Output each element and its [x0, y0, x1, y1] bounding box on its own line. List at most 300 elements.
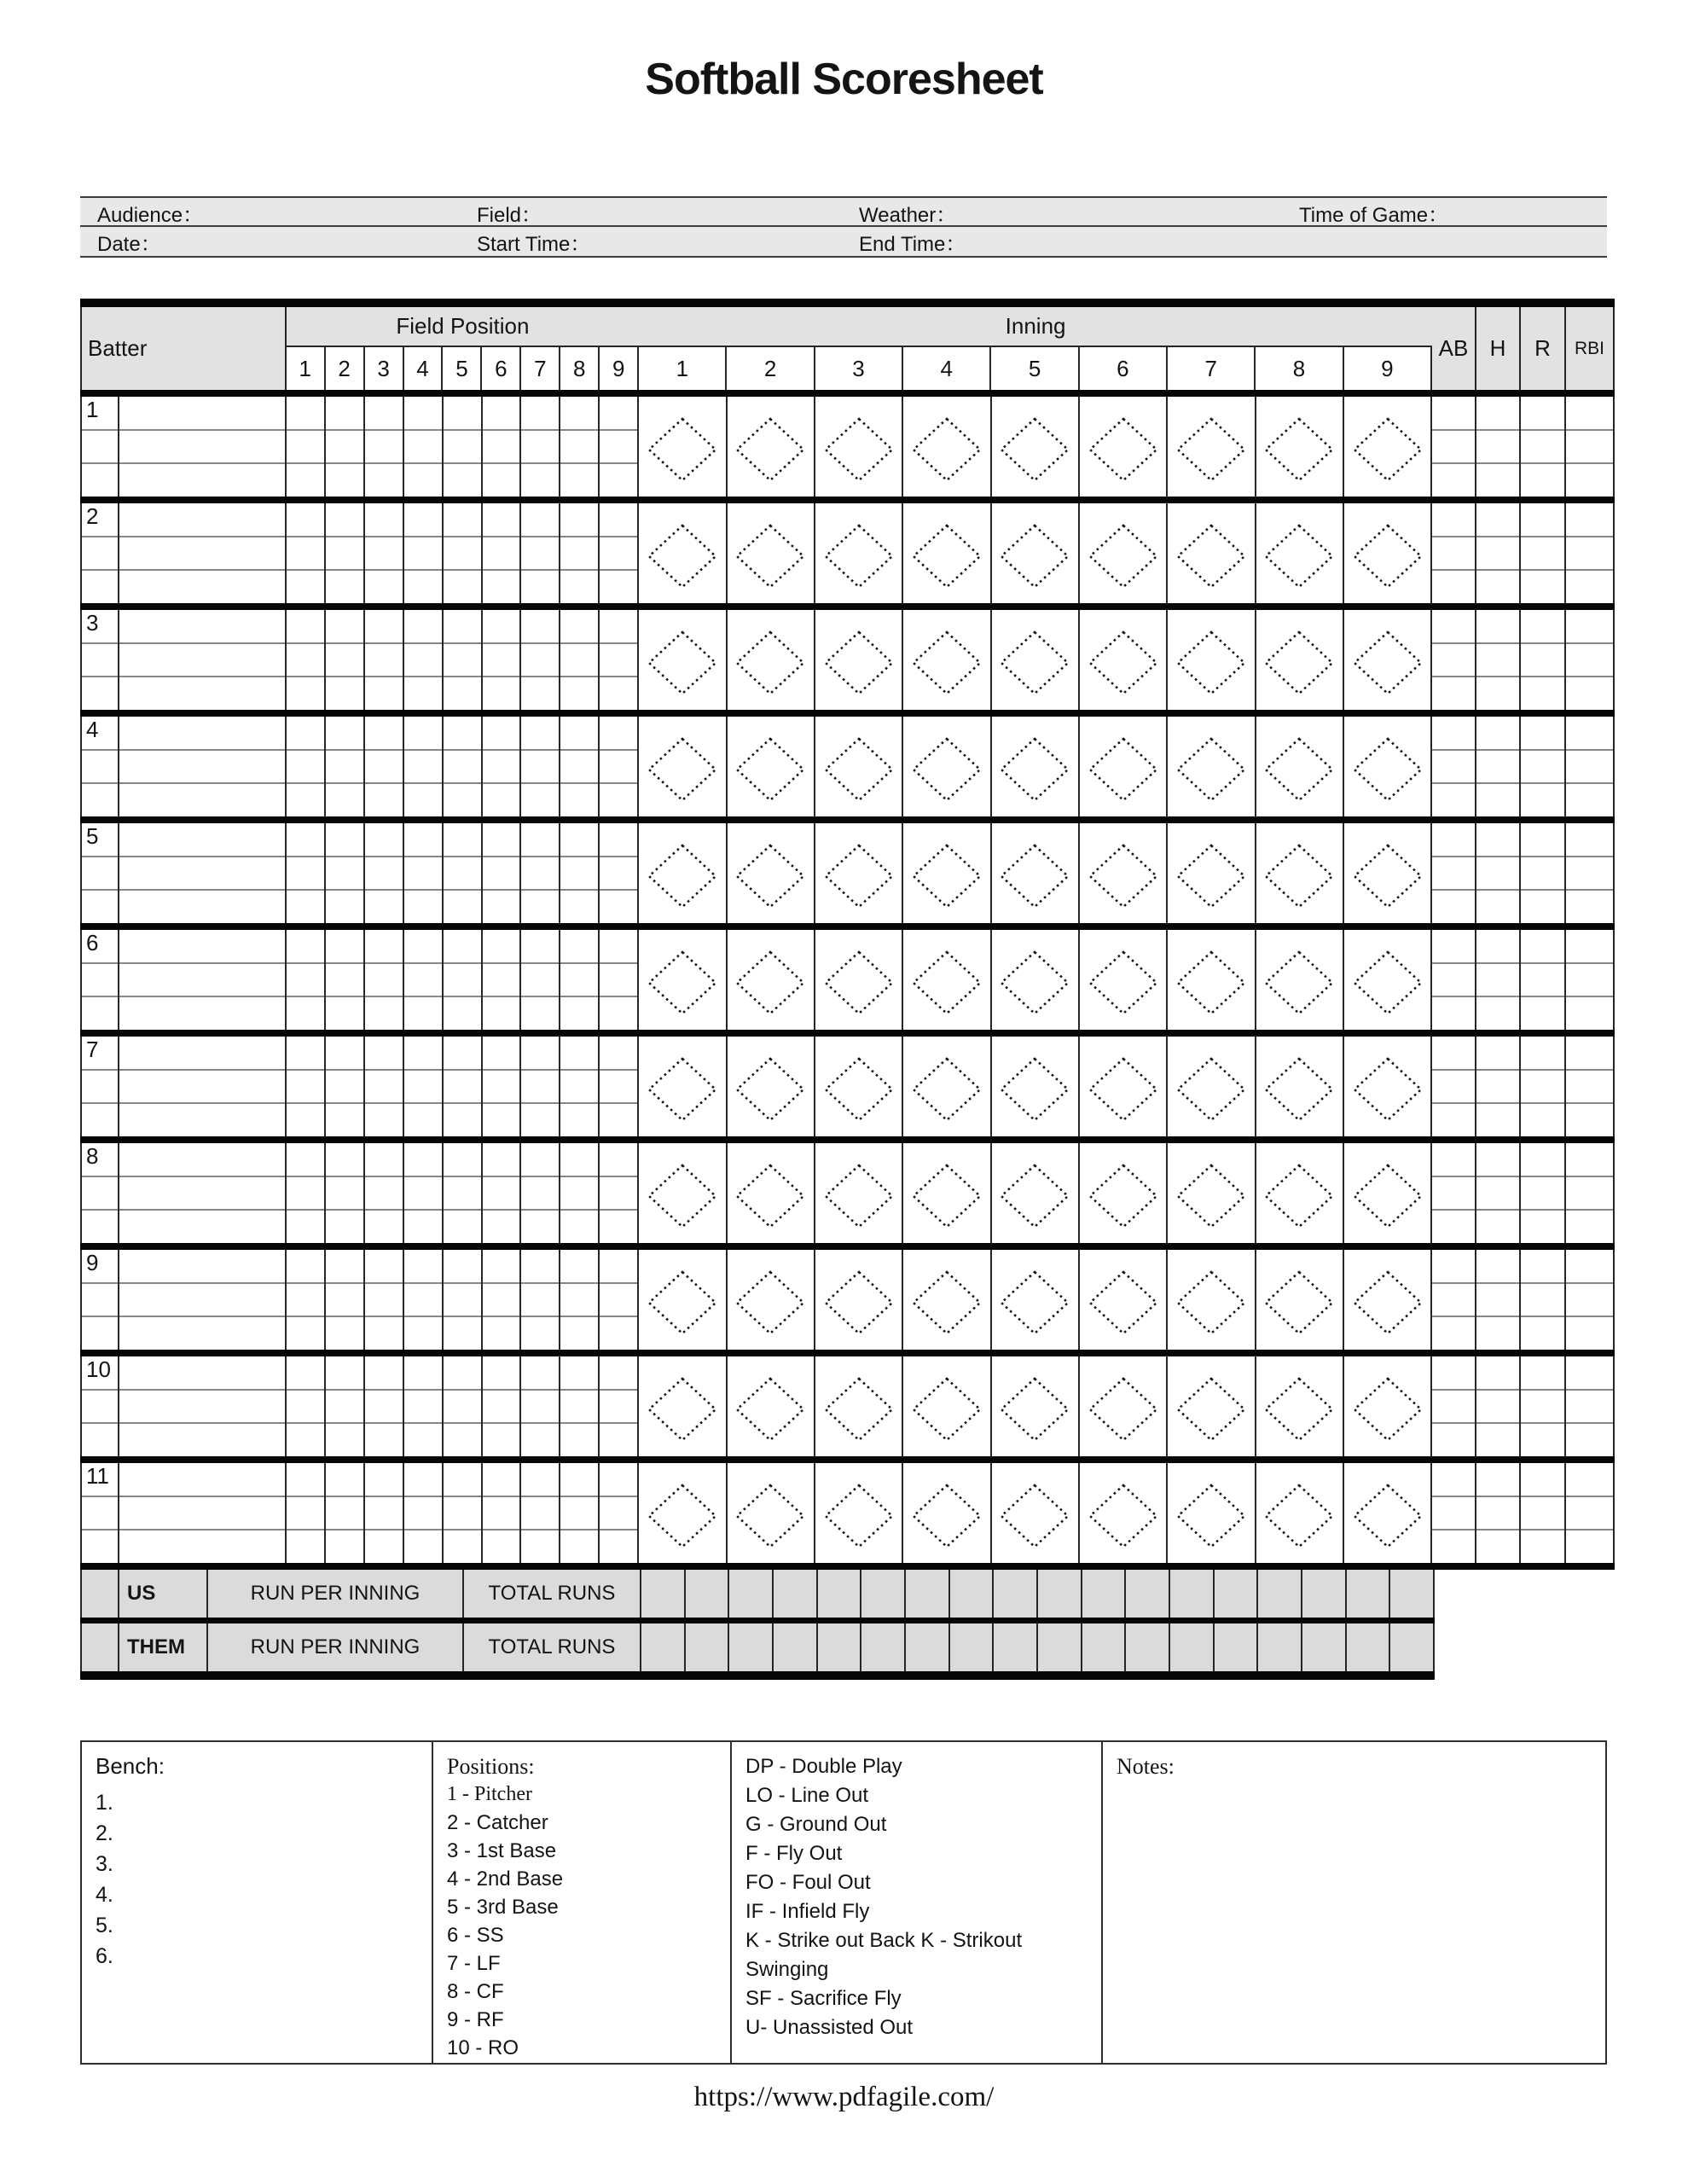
inning-cell-row10-inning9[interactable]	[1344, 1356, 1432, 1456]
stat-cell-ab[interactable]	[1432, 782, 1475, 816]
field-position-cell[interactable]	[326, 856, 363, 890]
field-position-cell[interactable]	[287, 642, 324, 677]
field-position-cell[interactable]	[521, 1282, 559, 1316]
field-position-cell[interactable]	[600, 536, 637, 570]
batter-name-cell[interactable]	[119, 1069, 285, 1103]
stat-cell-h[interactable]	[1476, 610, 1519, 642]
field-position-cell[interactable]	[483, 676, 520, 710]
inning-cell-row7-inning7[interactable]	[1168, 1037, 1256, 1136]
inning-cell-row7-inning9[interactable]	[1344, 1037, 1432, 1136]
field-position-cell[interactable]	[365, 1143, 403, 1176]
field-position-cell[interactable]	[365, 1529, 403, 1563]
stat-cell-rbi[interactable]	[1566, 1176, 1613, 1210]
field-position-cell[interactable]	[365, 642, 403, 677]
run-cell-them[interactable]	[729, 1623, 774, 1671]
field-position-cell[interactable]	[560, 1102, 598, 1136]
field-position-cell[interactable]	[287, 1250, 324, 1282]
stat-cell-r[interactable]	[1521, 889, 1564, 923]
stat-cell-r[interactable]	[1521, 962, 1564, 996]
field-position-cell[interactable]	[444, 856, 481, 890]
field-position-cell[interactable]	[521, 1037, 559, 1069]
field-position-cell[interactable]	[560, 1356, 598, 1389]
run-cell-us[interactable]	[1038, 1570, 1082, 1618]
inning-cell-row6-inning6[interactable]	[1080, 930, 1168, 1030]
stat-cell-r[interactable]	[1521, 996, 1564, 1030]
field-position-cell[interactable]	[287, 1143, 324, 1176]
field-position-cell[interactable]	[483, 1069, 520, 1103]
field-position-cell[interactable]	[600, 1209, 637, 1243]
inning-cell-row5-inning7[interactable]	[1168, 823, 1256, 923]
field-position-cell[interactable]	[404, 889, 442, 923]
stat-cell-r[interactable]	[1521, 1463, 1564, 1496]
stat-cell-rbi[interactable]	[1566, 749, 1613, 783]
field-position-cell[interactable]	[521, 397, 559, 429]
inning-cell-row4-inning9[interactable]	[1344, 717, 1432, 816]
field-position-cell[interactable]	[444, 1209, 481, 1243]
stat-cell-r[interactable]	[1521, 642, 1564, 677]
field-position-cell[interactable]	[326, 536, 363, 570]
run-cell-us[interactable]	[950, 1570, 995, 1618]
inning-cell-row6-inning7[interactable]	[1168, 930, 1256, 1030]
field-position-cell[interactable]	[600, 503, 637, 536]
stat-cell-h[interactable]	[1476, 1209, 1519, 1243]
batter-name-cell[interactable]	[119, 1143, 285, 1176]
field-position-cell[interactable]	[287, 1037, 324, 1069]
field-position-cell[interactable]	[326, 823, 363, 856]
stat-cell-h[interactable]	[1476, 1143, 1519, 1176]
run-cell-us[interactable]	[1082, 1570, 1127, 1618]
field-position-cell[interactable]	[365, 1316, 403, 1350]
inning-cell-row11-inning2[interactable]	[728, 1463, 815, 1563]
field-position-cell[interactable]	[287, 503, 324, 536]
inning-cell-row11-inning5[interactable]	[992, 1463, 1080, 1563]
stat-cell-ab[interactable]	[1432, 503, 1475, 536]
inning-cell-row5-inning4[interactable]	[903, 823, 991, 923]
batter-name-cell[interactable]	[119, 782, 285, 816]
inning-cell-row9-inning3[interactable]	[815, 1250, 903, 1350]
field-position-cell[interactable]	[483, 717, 520, 749]
field-position-cell[interactable]	[287, 1463, 324, 1496]
stat-cell-ab[interactable]	[1432, 996, 1475, 1030]
inning-cell-row9-inning6[interactable]	[1080, 1250, 1168, 1350]
field-position-cell[interactable]	[365, 962, 403, 996]
field-position-cell[interactable]	[444, 429, 481, 463]
field-position-cell[interactable]	[600, 429, 637, 463]
field-position-cell[interactable]	[521, 610, 559, 642]
field-position-cell[interactable]	[560, 462, 598, 497]
inning-cell-row2-inning2[interactable]	[728, 503, 815, 603]
stat-cell-r[interactable]	[1521, 782, 1564, 816]
stat-cell-ab[interactable]	[1432, 889, 1475, 923]
field-position-cell[interactable]	[326, 1209, 363, 1243]
run-cell-us[interactable]	[641, 1570, 686, 1618]
stat-cell-h[interactable]	[1476, 1496, 1519, 1530]
batter-name-cell[interactable]	[119, 1389, 285, 1423]
field-position-cell[interactable]	[560, 503, 598, 536]
field-position-cell[interactable]	[444, 676, 481, 710]
stat-cell-h[interactable]	[1476, 569, 1519, 603]
field-position-cell[interactable]	[483, 1463, 520, 1496]
field-position-cell[interactable]	[521, 1496, 559, 1530]
batter-name-cell[interactable]	[119, 1282, 285, 1316]
field-position-cell[interactable]	[326, 930, 363, 962]
inning-cell-row11-inning8[interactable]	[1256, 1463, 1344, 1563]
inning-cell-row11-inning7[interactable]	[1168, 1463, 1256, 1563]
stat-cell-r[interactable]	[1521, 503, 1564, 536]
run-cell-them[interactable]	[1390, 1623, 1435, 1671]
field-position-cell[interactable]	[287, 1496, 324, 1530]
stat-cell-h[interactable]	[1476, 782, 1519, 816]
run-cell-us[interactable]	[861, 1570, 906, 1618]
field-position-cell[interactable]	[560, 1143, 598, 1176]
stat-cell-rbi[interactable]	[1566, 1102, 1613, 1136]
field-position-cell[interactable]	[521, 676, 559, 710]
stat-cell-r[interactable]	[1521, 749, 1564, 783]
inning-cell-row3-inning8[interactable]	[1256, 610, 1344, 710]
inning-cell-row5-inning8[interactable]	[1256, 823, 1344, 923]
field-position-cell[interactable]	[483, 1356, 520, 1389]
inning-cell-row2-inning9[interactable]	[1344, 503, 1432, 603]
field-position-cell[interactable]	[404, 1529, 442, 1563]
inning-cell-row10-inning7[interactable]	[1168, 1356, 1256, 1456]
inning-cell-row5-inning2[interactable]	[728, 823, 815, 923]
field-position-cell[interactable]	[521, 1463, 559, 1496]
field-position-cell[interactable]	[326, 1389, 363, 1423]
stat-cell-r[interactable]	[1521, 1529, 1564, 1563]
inning-cell-row6-inning4[interactable]	[903, 930, 991, 1030]
field-position-cell[interactable]	[521, 996, 559, 1030]
inning-cell-row7-inning8[interactable]	[1256, 1037, 1344, 1136]
field-position-cell[interactable]	[444, 930, 481, 962]
stat-cell-h[interactable]	[1476, 503, 1519, 536]
stat-cell-rbi[interactable]	[1566, 823, 1613, 856]
field-position-cell[interactable]	[444, 889, 481, 923]
field-position-cell[interactable]	[326, 1356, 363, 1389]
field-position-cell[interactable]	[521, 1316, 559, 1350]
field-position-cell[interactable]	[483, 782, 520, 816]
stat-cell-h[interactable]	[1476, 429, 1519, 463]
stat-cell-ab[interactable]	[1432, 1037, 1475, 1069]
field-position-cell[interactable]	[326, 1037, 363, 1069]
field-position-cell[interactable]	[600, 1422, 637, 1456]
batter-name-cell[interactable]	[119, 536, 285, 570]
inning-cell-row8-inning3[interactable]	[815, 1143, 903, 1243]
field-position-cell[interactable]	[600, 676, 637, 710]
inning-cell-row6-inning5[interactable]	[992, 930, 1080, 1030]
field-position-cell[interactable]	[287, 996, 324, 1030]
inning-cell-row9-inning7[interactable]	[1168, 1250, 1256, 1350]
run-cell-them[interactable]	[1082, 1623, 1127, 1671]
field-position-cell[interactable]	[483, 996, 520, 1030]
field-position-cell[interactable]	[404, 642, 442, 677]
stat-cell-r[interactable]	[1521, 1037, 1564, 1069]
field-position-cell[interactable]	[560, 569, 598, 603]
field-position-cell[interactable]	[404, 676, 442, 710]
stat-cell-h[interactable]	[1476, 1529, 1519, 1563]
stat-cell-rbi[interactable]	[1566, 1282, 1613, 1316]
inning-cell-row1-inning9[interactable]	[1344, 397, 1432, 497]
inning-cell-row6-inning2[interactable]	[728, 930, 815, 1030]
field-position-cell[interactable]	[483, 1176, 520, 1210]
field-position-cell[interactable]	[326, 996, 363, 1030]
field-position-cell[interactable]	[365, 717, 403, 749]
batter-name-cell[interactable]	[119, 503, 285, 536]
stat-cell-h[interactable]	[1476, 749, 1519, 783]
inning-cell-row8-inning1[interactable]	[639, 1143, 727, 1243]
field-position-cell[interactable]	[560, 782, 598, 816]
field-position-cell[interactable]	[365, 397, 403, 429]
bench-line-5[interactable]: 5.	[96, 1914, 113, 1937]
field-position-cell[interactable]	[404, 1143, 442, 1176]
inning-cell-row4-inning3[interactable]	[815, 717, 903, 816]
field-position-cell[interactable]	[326, 462, 363, 497]
field-position-cell[interactable]	[404, 1069, 442, 1103]
inning-cell-row7-inning3[interactable]	[815, 1037, 903, 1136]
stat-cell-ab[interactable]	[1432, 1282, 1475, 1316]
field-position-cell[interactable]	[560, 1037, 598, 1069]
batter-name-cell[interactable]	[119, 610, 285, 642]
notes-area[interactable]	[1117, 1780, 1605, 2063]
run-cell-them[interactable]	[950, 1623, 995, 1671]
stat-cell-ab[interactable]	[1432, 429, 1475, 463]
field-position-cell[interactable]	[365, 1496, 403, 1530]
inning-cell-row8-inning7[interactable]	[1168, 1143, 1256, 1243]
field-position-cell[interactable]	[521, 856, 559, 890]
field-position-cell[interactable]	[444, 823, 481, 856]
stat-cell-ab[interactable]	[1432, 1529, 1475, 1563]
stat-cell-ab[interactable]	[1432, 1069, 1475, 1103]
batter-name-cell[interactable]	[119, 1463, 285, 1496]
run-cell-them[interactable]	[1038, 1623, 1082, 1671]
stat-cell-r[interactable]	[1521, 1069, 1564, 1103]
stat-cell-ab[interactable]	[1432, 397, 1475, 429]
field-position-cell[interactable]	[326, 782, 363, 816]
field-position-cell[interactable]	[365, 1250, 403, 1282]
field-position-cell[interactable]	[404, 569, 442, 603]
field-position-cell[interactable]	[287, 569, 324, 603]
inning-cell-row1-inning6[interactable]	[1080, 397, 1168, 497]
stat-cell-ab[interactable]	[1432, 1496, 1475, 1530]
field-position-cell[interactable]	[444, 1356, 481, 1389]
stat-cell-h[interactable]	[1476, 930, 1519, 962]
field-position-cell[interactable]	[404, 1102, 442, 1136]
inning-cell-row2-inning4[interactable]	[903, 503, 991, 603]
inning-cell-row6-inning8[interactable]	[1256, 930, 1344, 1030]
field-position-cell[interactable]	[521, 1529, 559, 1563]
stat-cell-h[interactable]	[1476, 676, 1519, 710]
inning-cell-row1-inning2[interactable]	[728, 397, 815, 497]
stat-cell-rbi[interactable]	[1566, 717, 1613, 749]
stat-cell-ab[interactable]	[1432, 1250, 1475, 1282]
field-position-cell[interactable]	[483, 889, 520, 923]
field-position-cell[interactable]	[483, 1250, 520, 1282]
stat-cell-r[interactable]	[1521, 569, 1564, 603]
field-position-cell[interactable]	[560, 610, 598, 642]
field-position-cell[interactable]	[600, 1143, 637, 1176]
stat-cell-rbi[interactable]	[1566, 397, 1613, 429]
inning-cell-row5-inning9[interactable]	[1344, 823, 1432, 923]
field-position-cell[interactable]	[287, 1209, 324, 1243]
field-position-cell[interactable]	[444, 1389, 481, 1423]
stat-cell-ab[interactable]	[1432, 1463, 1475, 1496]
field-position-cell[interactable]	[365, 1209, 403, 1243]
field-position-cell[interactable]	[483, 1389, 520, 1423]
run-cell-them[interactable]	[906, 1623, 950, 1671]
field-position-cell[interactable]	[483, 749, 520, 783]
field-position-cell[interactable]	[521, 962, 559, 996]
field-position-cell[interactable]	[287, 536, 324, 570]
field-position-cell[interactable]	[287, 1356, 324, 1389]
field-position-cell[interactable]	[326, 1529, 363, 1563]
inning-cell-row11-inning9[interactable]	[1344, 1463, 1432, 1563]
field-position-cell[interactable]	[365, 536, 403, 570]
stat-cell-r[interactable]	[1521, 1316, 1564, 1350]
field-position-cell[interactable]	[287, 962, 324, 996]
stat-cell-r[interactable]	[1521, 1282, 1564, 1316]
batter-name-cell[interactable]	[119, 569, 285, 603]
run-cell-them[interactable]	[1347, 1623, 1391, 1671]
field-position-cell[interactable]	[521, 717, 559, 749]
run-cell-us[interactable]	[994, 1570, 1038, 1618]
stat-cell-rbi[interactable]	[1566, 642, 1613, 677]
stat-cell-h[interactable]	[1476, 642, 1519, 677]
info-field-weather[interactable]	[842, 198, 1282, 228]
field-position-cell[interactable]	[560, 429, 598, 463]
field-position-cell[interactable]	[483, 823, 520, 856]
stat-cell-r[interactable]	[1521, 429, 1564, 463]
field-position-cell[interactable]	[483, 1496, 520, 1530]
field-position-cell[interactable]	[444, 717, 481, 749]
field-position-cell[interactable]	[600, 1069, 637, 1103]
field-position-cell[interactable]	[444, 996, 481, 1030]
stat-cell-h[interactable]	[1476, 1422, 1519, 1456]
field-position-cell[interactable]	[404, 503, 442, 536]
inning-cell-row8-inning4[interactable]	[903, 1143, 991, 1243]
stat-cell-rbi[interactable]	[1566, 1529, 1613, 1563]
field-position-cell[interactable]	[483, 569, 520, 603]
batter-name-cell[interactable]	[119, 856, 285, 890]
stat-cell-rbi[interactable]	[1566, 503, 1613, 536]
stat-cell-rbi[interactable]	[1566, 676, 1613, 710]
info-field-time-of-game[interactable]	[1282, 198, 1607, 228]
field-position-cell[interactable]	[404, 962, 442, 996]
field-position-cell[interactable]	[560, 1529, 598, 1563]
field-position-cell[interactable]	[365, 856, 403, 890]
inning-cell-row11-inning3[interactable]	[815, 1463, 903, 1563]
inning-cell-row9-inning5[interactable]	[992, 1250, 1080, 1350]
inning-cell-row1-inning7[interactable]	[1168, 397, 1256, 497]
inning-cell-row1-inning8[interactable]	[1256, 397, 1344, 497]
field-position-cell[interactable]	[365, 889, 403, 923]
stat-cell-h[interactable]	[1476, 1356, 1519, 1389]
stat-cell-ab[interactable]	[1432, 462, 1475, 497]
field-position-cell[interactable]	[404, 1176, 442, 1210]
field-position-cell[interactable]	[365, 930, 403, 962]
stat-cell-rbi[interactable]	[1566, 569, 1613, 603]
stat-cell-r[interactable]	[1521, 1143, 1564, 1176]
field-position-cell[interactable]	[326, 1422, 363, 1456]
run-cell-them[interactable]	[686, 1623, 730, 1671]
inning-cell-row3-inning4[interactable]	[903, 610, 991, 710]
inning-cell-row4-inning2[interactable]	[728, 717, 815, 816]
stat-cell-h[interactable]	[1476, 1037, 1519, 1069]
stat-cell-r[interactable]	[1521, 823, 1564, 856]
stat-cell-rbi[interactable]	[1566, 782, 1613, 816]
stat-cell-rbi[interactable]	[1566, 1389, 1613, 1423]
inning-cell-row10-inning3[interactable]	[815, 1356, 903, 1456]
field-position-cell[interactable]	[444, 1037, 481, 1069]
field-position-cell[interactable]	[560, 1209, 598, 1243]
field-position-cell[interactable]	[404, 610, 442, 642]
bench-line-2[interactable]: 2.	[96, 1821, 113, 1845]
run-cell-us[interactable]	[729, 1570, 774, 1618]
info-field-end-time[interactable]	[842, 227, 1282, 257]
run-cell-them[interactable]	[818, 1623, 862, 1671]
field-position-cell[interactable]	[521, 1102, 559, 1136]
field-position-cell[interactable]	[560, 996, 598, 1030]
field-position-cell[interactable]	[404, 1282, 442, 1316]
inning-cell-row5-inning5[interactable]	[992, 823, 1080, 923]
field-position-cell[interactable]	[326, 429, 363, 463]
field-position-cell[interactable]	[326, 1102, 363, 1136]
field-position-cell[interactable]	[365, 749, 403, 783]
stat-cell-ab[interactable]	[1432, 569, 1475, 603]
inning-cell-row5-inning6[interactable]	[1080, 823, 1168, 923]
inning-cell-row8-inning5[interactable]	[992, 1143, 1080, 1243]
inning-cell-row1-inning1[interactable]	[639, 397, 727, 497]
field-position-cell[interactable]	[365, 569, 403, 603]
field-position-cell[interactable]	[444, 569, 481, 603]
field-position-cell[interactable]	[600, 569, 637, 603]
stat-cell-rbi[interactable]	[1566, 1496, 1613, 1530]
inning-cell-row6-inning1[interactable]	[639, 930, 727, 1030]
field-position-cell[interactable]	[560, 1176, 598, 1210]
run-cell-us[interactable]	[774, 1570, 818, 1618]
batter-name-cell[interactable]	[119, 676, 285, 710]
field-position-cell[interactable]	[600, 1356, 637, 1389]
stat-cell-r[interactable]	[1521, 536, 1564, 570]
field-position-cell[interactable]	[404, 1316, 442, 1350]
field-position-cell[interactable]	[404, 429, 442, 463]
stat-cell-r[interactable]	[1521, 462, 1564, 497]
field-position-cell[interactable]	[600, 930, 637, 962]
stat-cell-ab[interactable]	[1432, 1176, 1475, 1210]
inning-cell-row10-inning5[interactable]	[992, 1356, 1080, 1456]
info-field-field[interactable]	[460, 198, 842, 228]
inning-cell-row7-inning2[interactable]	[728, 1037, 815, 1136]
inning-cell-row10-inning4[interactable]	[903, 1356, 991, 1456]
inning-cell-row2-inning8[interactable]	[1256, 503, 1344, 603]
field-position-cell[interactable]	[326, 1316, 363, 1350]
stat-cell-rbi[interactable]	[1566, 1463, 1613, 1496]
field-position-cell[interactable]	[521, 462, 559, 497]
inning-cell-row5-inning3[interactable]	[815, 823, 903, 923]
stat-cell-h[interactable]	[1476, 717, 1519, 749]
inning-cell-row1-inning4[interactable]	[903, 397, 991, 497]
stat-cell-h[interactable]	[1476, 397, 1519, 429]
field-position-cell[interactable]	[365, 429, 403, 463]
field-position-cell[interactable]	[404, 856, 442, 890]
field-position-cell[interactable]	[365, 1282, 403, 1316]
stat-cell-h[interactable]	[1476, 1282, 1519, 1316]
field-position-cell[interactable]	[404, 1389, 442, 1423]
stat-cell-ab[interactable]	[1432, 1356, 1475, 1389]
field-position-cell[interactable]	[560, 642, 598, 677]
inning-cell-row6-inning9[interactable]	[1344, 930, 1432, 1030]
batter-name-cell[interactable]	[119, 1496, 285, 1530]
inning-cell-row3-inning3[interactable]	[815, 610, 903, 710]
field-position-cell[interactable]	[287, 749, 324, 783]
